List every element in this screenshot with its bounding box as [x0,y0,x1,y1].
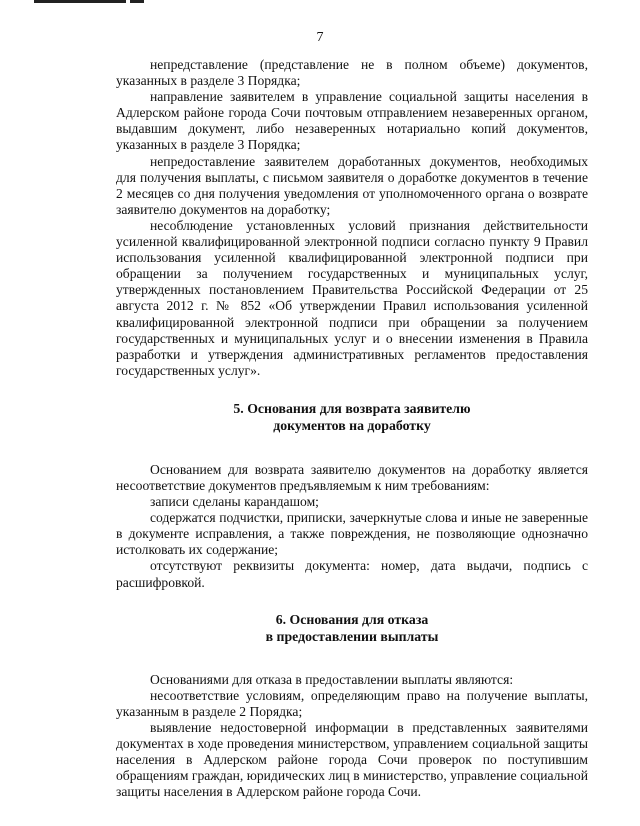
page-number: 7 [316,30,324,45]
paragraph: несоблюдение установленных условий признания действительности усиленной квалифицированной электронной подписи согласно пункту 9 Правил использования усиленной квалифицированной электронной подписи при обращении за получением государственных и муниципальных услуг, утвержденных постановлением Правительства Российской Федерации от 25 августа 2012 г. № 852 «Об утверждении Правил использования усиленной квалифицированной электронной подписи при обращении за получением государственных и муниципальных услуг и о внесении изменения в Правила разработки и утверждения административных регламентов предоставления государственных услуг». [116,217,588,378]
paragraph: несоответствие условиям, определяющим право на получение выплаты, указанным в разделе 2 Порядка; [116,687,588,719]
scan-edge-mark [34,0,126,3]
paragraph: Основаниями для отказа в предоставлении выплаты являются: [150,671,514,687]
section-heading-line: 6. Основания для отказа [275,611,429,627]
paragraph: содержатся подчистки, приписки, зачеркнутые слова и иные не заверенные в документе исправления, а также повреждения, не позволяющие однозначно истолковать их содержание; [116,510,588,558]
paragraph: записи сделаны карандашом; [150,494,319,510]
paragraph: отсутствуют реквизиты документа: номер, дата выдачи, подпись с расшифровкой. [116,558,588,590]
paragraph: Основанием для возврата заявителю документов на доработку является несоответствие документов предъявляемым к ним требованиям: [116,461,588,493]
document-body [116,57,588,800]
section-heading-line: документов на доработку [273,417,431,433]
section-heading-line: в предоставлении выплаты [265,628,439,644]
paragraph: непредставление (представление не в полном объеме) документов, указанных в разделе 3 Порядка; [116,57,588,89]
paragraph: выявление недостоверной информации в представленных заявителями документах в ходе проведения министерством, управлением социальной защиты населения в Адлерском районе города Сочи проверок по поступившим обращениям граждан, юридических лиц в министерство, управление социальной защиты населения в Адлерском районе города Сочи. [116,719,588,800]
paragraph: направление заявителем в управление социальной защиты населения в Адлерском районе города Сочи почтовым отправлением незаверенных органом, выдавшим документ, либо незаверенных нотариально копий документов, указанных в разделе 3 Порядка; [116,89,588,153]
section-heading-line: 5. Основания для возврата заявителю [233,400,471,416]
paragraph: непредоставление заявителем доработанных документов, необходимых для получения выплаты, с письмом заявителя о доработке документов в течение 2 месяцев со дня получения уведомления от уполномоченного органа о возврате заявителю документов на доработку; [116,153,588,217]
section-heading [116,611,588,645]
scan-edge-mark [130,0,144,3]
section-heading [116,400,588,434]
